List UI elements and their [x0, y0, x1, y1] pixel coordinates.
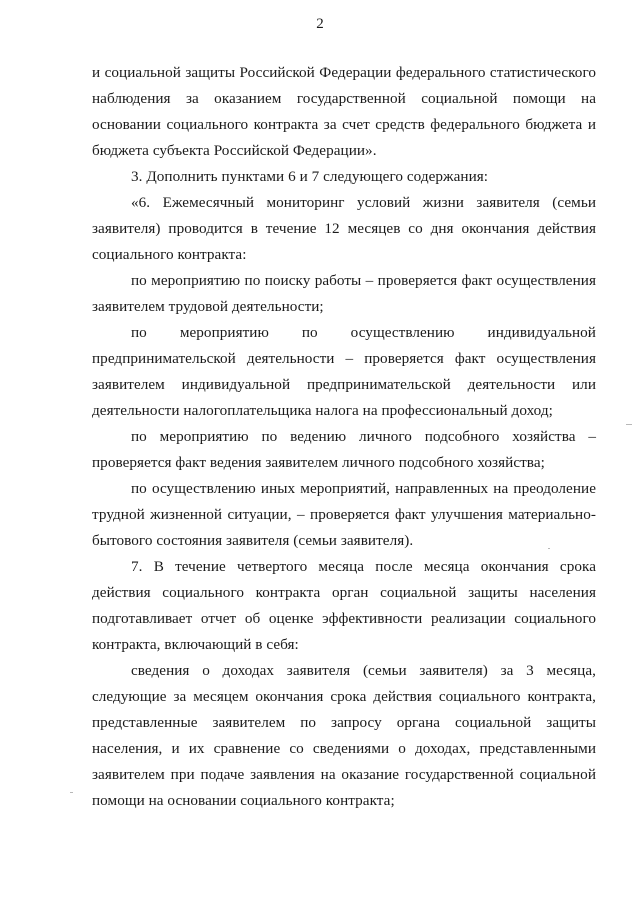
paragraph-other-measures: по осуществлению иных мероприятий, направленных на преодоление трудной жизненной ситуации, – проверяется факт улучшения материально-бытового состояния заявителя (семьи заявителя). [92, 480, 596, 549]
paragraph-item-7: 7. В течение четвертого месяца после месяца окончания срока действия социального контракта орган социальной защиты населения подготавливает отчет об оценке эффективности реализации социального контракта, включающий в себя: [92, 558, 596, 653]
paragraph-amendment-3: 3. Дополнить пунктами 6 и 7 следующего содержания: [131, 168, 489, 185]
scan-mark [626, 424, 632, 425]
paragraph-continuation: и социальной защиты Российской Федерации федерального статистического наблюдения за оказанием государственной социальной помощи на основании социального контракта за счет средств федерального бюджета и бюджета субъекта Российской Федерации». [92, 64, 596, 159]
paragraph-entrepreneurship: по мероприятию по осуществлению индивидуальной предпринимательской деятельности – проверяется факт осуществления заявителем индивидуальной предпринимательской деятельности или деятельности налогоплательщика налога на профессиональный доход; [92, 324, 596, 419]
paragraph-personal-farm: по мероприятию по ведению личного подсобного хозяйства – проверяется факт ведения заявителем личного подсобного хозяйства; [92, 428, 596, 471]
paragraph-item-6: «6. Ежемесячный мониторинг условий жизни заявителя (семьи заявителя) проводится в течение 12 месяцев со дня окончания действия социального контракта: [92, 194, 596, 263]
scan-mark [548, 548, 550, 549]
paragraph-income-info: сведения о доходах заявителя (семьи заявителя) за 3 месяца, следующие за месяцем окончания срока действия социального контракта, представленные заявителем по запросу органа социальной защиты населения, и их сравнение со сведениями о доходах, представленными заявителем при подаче заявления на оказание государственной социальной помощи на основании социального контракта; [92, 662, 596, 809]
document-body [92, 60, 596, 814]
scan-mark [70, 792, 73, 793]
page-number: 2 [316, 16, 324, 32]
paragraph-job-search: по мероприятию по поиску работы – проверяется факт осуществления заявителем трудовой деятельности; [92, 272, 596, 315]
